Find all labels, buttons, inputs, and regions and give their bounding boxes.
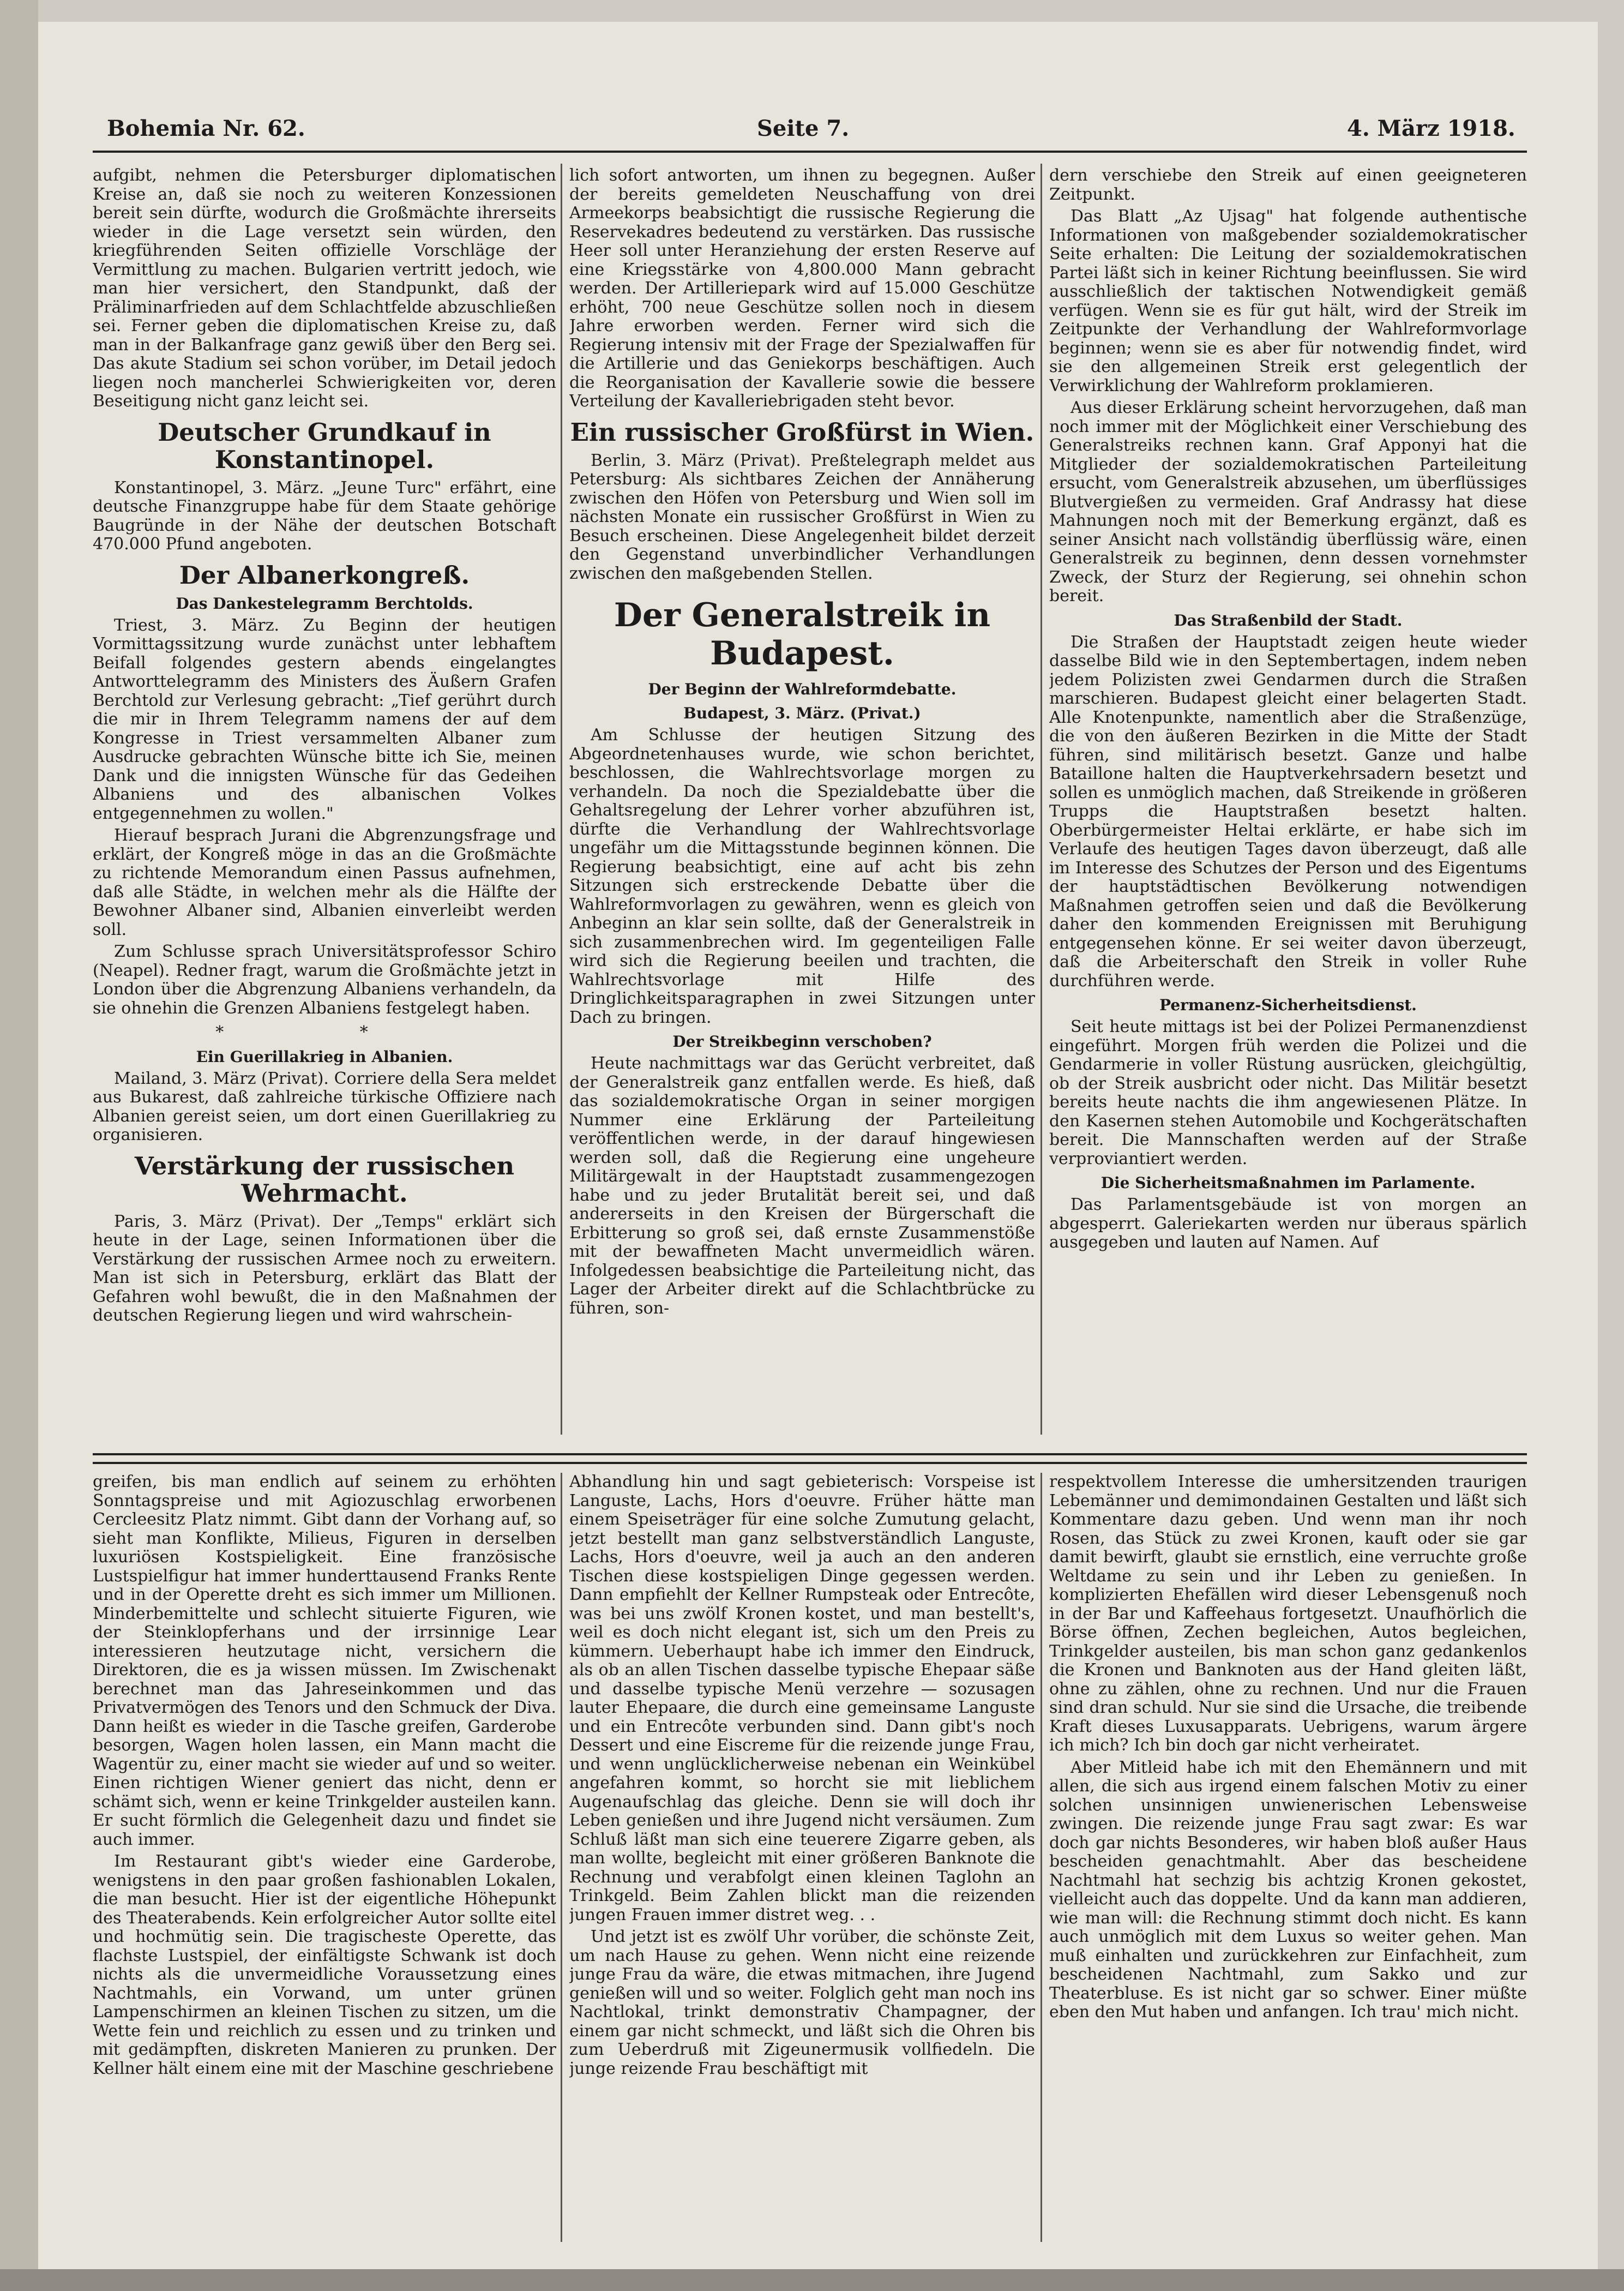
parlament-text: Das Parlamentsgebäude ist von morgen an abgesperrt. Galeriekarten werden nur überaus spärlich ausgegeben und lauten auf Namen. Auf: [1049, 1195, 1527, 1252]
wehrmacht-text: Paris, 3. März (Privat). Der „Temps" erklärt sich heute in der Lage, seinen Informationen über die Verstärkung der russischen Armee noch zu erweitern. Man ist sich in Petersburg, erklärt das Blatt der Gefahren wohl bewußt, die in den Maßnahmen der deutschen Regierung liegen und wird wahrschein-: [93, 1212, 556, 1325]
headline-generalstreik: Der Generalstreik in Budapest.: [613, 596, 991, 673]
grossfuerst-text: Berlin, 3. März (Privat). Preßtelegraph meldet aus Petersburg: Als sichtbares Zeichen der Annäherung zwischen den Höfen von Petersburg und Wien soll im nächsten Monate ein russischer Großfürst in Wien zu Besuch erscheinen. Diese Angelegenheit bildet derzeit den Gegenstand unverbindlicher Verhandlungen zwischen den maßgebenden Stellen.: [569, 451, 1035, 583]
generalstreik-continuation: dern verschiebe den Streik auf einen geeigneteren Zeitpunkt.: [1049, 166, 1527, 204]
balkan-article-continuation: aufgibt, nehmen die Petersburger diplomatischen Kreise an, daß sie noch zu weiteren Konzessionen bereit sein dürfte, wodurch die Großmächte ihrerseits wieder in die Lage versetzt sein würden, den kriegführenden Seiten offizielle Vorschläge der Vermittlung zu machen. Bulgarien vertritt jedoch, wie man hier versichert, den Standpunkt, daß der Präliminarfrieden auf dem Schlachtfelde abzuschließen sei. Ferner geben die diplomatischen Kreise zu, daß man in der Balkanfrage ganz gewiß über den Berg sei. Das akute Stadium sei schon vorüber, im Detail jedoch liegen noch mancherlei Schwierigkeiten vor, deren Beseitigung nicht ganz leicht sei.: [93, 166, 556, 411]
feuilleton-paragraph: Und jetzt ist es zwölf Uhr vorüber, die schönste Zeit, um nach Hause zu gehen. Wenn nicht eine reizende junge Frau da wäre, die etwas mitmachen, ihre Jugend genießen will und so weiter. Folglich geht man noch ins Nachtlokal, trinkt demonstrativ Champagner, der einem gar nicht schmeckt, und läßt sich die Ohren bis zum Ueberdruß mit Zigeunermusik vollfiedeln. Die junge reizende Frau beschäftigt mit: [569, 1927, 1035, 2078]
subheadline-parlament: Die Sicherheitsmaßnahmen im Parlamente.: [1100, 1174, 1476, 1192]
guerilla-text: Mailand, 3. März (Privat). Corriere della Sera meldet aus Bukarest, daß zahlreiche türkische Offiziere nach Albanien gereist seien, um dort einen Guerillakrieg zu organisieren.: [93, 1069, 556, 1144]
strassenbild-text: Die Straßen der Hauptstadt zeigen heute wieder dasselbe Bild wie in den Septembertagen, indem neben jedem Polizisten zwei Gendarmen durch die Straßen marschieren. Budapest gleicht einer belagerten Stadt. Alle Knotenpunkte, namentlich aber die Straßenzüge, die von den äußeren Bezirken in die Mitte der Stadt führen, sind militärisch besetzt. Ganze und halbe Bataillone halten die Hauptverkehrsadern besetzt und sollen es unmöglich machen, daß Streikende in größeren Trupps die Hauptstraßen besetzt halten. Oberbürgermeister Heltai erklärte, er habe sich im Verlaufe des heutigen Tages davon überzeugt, daß alle im Interesse des Schutzes der Person und des Eigentums der hauptstädtischen Bevölkerung notwendigen Maßnahmen getroffen seien und daß die Bevölkerung daher den kommenden Ereignissen mit Beruhigung entgegensehen könne. Er sei weiter davon überzeugt, daß die Arbeiterschaft den Streik in voller Ruhe durchführen werde.: [1049, 632, 1527, 991]
feuilleton-text-1a: [93, 1473, 556, 1849]
headline-wehrmacht: Verstärkung der russischen Wehrmacht.: [134, 1151, 515, 1208]
generalstreik-text-2: Heute nachmittags war das Gerücht verbreitet, daß der Generalstreik ganz entfallen werde. Es hieß, daß das sozialdemokratische Organ in seiner morgigen Nummer eine Erklärung der Parteileitung veröffentlichen werde, in der darauf hingewiesen werden soll, daß die Regierung eine ungeheure Militärgewalt in der Hauptstadt zusammengezogen habe und zu jeder Brutalität bereit sei, und daß andererseits in den Kreisen der Bürgerschaft die Erbitterung so groß sei, daß ernste Zusammenstöße mit der bewaffneten Macht unvermeidlich wären. Infolgedessen beabsichtige die Parteileitung nicht, das Lager der Arbeiter direkt auf die Schlachtbrücke zu führen, son-: [569, 1054, 1035, 1318]
feuilleton-part: greifen, bis man endlich auf seinem zu erhöhten Sonntagspreise und mit Agiozuschlag erworbenen Cercleesitz Platz nimmt. Gibt dann der Vorhang auf, so sieht man Konflikte, Milieus, Figuren in derselben luxuriösen Kostspieligkeit. Eine französische Lustspielfigur hat immer hunderttausend Franks Rente und in der Operette dreht es sich immer um Millionen. Minderbemittelte und schlecht situierte Figuren, wie der Steinklopferhans und der irrsinnige Lear interessieren heutzutage nicht, versichern die Direktoren, die es ja wissen müssen. Im Zwischenakt berechnet man das Jahreseinkommen und das Privatvermögen des Tenors und den Schmuck der Diva. Dann heißt es wieder in die Tasche greifen, Garderobe besorgen, Wagen holen lassen, ein Mann macht die Wagentür zu, einer macht sie wieder auf und so weiter. Einen richtigen Wiener geniert das nicht, denn er schämt sich, wenn er keine Trinkgelder austeilen kann. Er sucht förmlich die Gelegenheit dazu und findet sie auch immer.: [93, 1473, 556, 1849]
article-column-3: [1049, 166, 1527, 1432]
feuilleton-divider: [93, 1453, 1527, 1464]
erklaerung-text: Aus dieser Erklärung scheint hervorzugehen, daß man noch immer mit der Möglichkeit einer Verschiebung des Generalstreiks rechnen kann. Graf Apponyi hat die Mitglieder der sozialdemokratischen Parteileitung ersucht, vom Generalstreik abzusehen, um überflüssiges Blutvergießen zu vermeiden. Graf Andrassy hat diese Mahnungen noch mit der Bemerkung ergänzt, daß es seiner Ansicht nach vollständig überflüssig wäre, einen Generalstreik zu beginnen, denn dessen vornehmster Zweck, der Sturz der Regierung, sei ohnehin schon bereit.: [1049, 398, 1527, 605]
column-separator: [1040, 1473, 1042, 2242]
issue-date: 4. März 1918.: [1347, 116, 1515, 141]
headline-grossfuerst: Ein russischer Großfürst in Wien.: [570, 417, 1034, 447]
headline-albanerkongress: Der Albanerkongreß.: [179, 560, 470, 590]
feuilleton-column-3: [1049, 1473, 1527, 2247]
albaner-text-1: Triest, 3. März. Zu Beginn der heutigen Vormittagssitzung wurde zunächst unter lebhaftem Beifall folgendes gestern abends eingelangtes Antworttelegramm des Ministers des Äußern Grafen Berchtold zur Verlesung gebracht: „Tief gerührt durch die mir in Ihrem Telegramm namens der auf dem Kongresse in Triest versammelten Albaner zum Ausdrucke gebrachten Wünsche bitte ich Sie, meinen Dank und die innigsten Wünsche für das Gedeihen Albaniens und des albanischen Volkes entgegennehmen zu wollen.": [93, 615, 556, 823]
section-stars: * *: [215, 1023, 434, 1042]
scan-margin: [0, 0, 38, 2291]
column-separator: [561, 164, 562, 1435]
az-ujsag-text: Das Blatt „Az Ujsag" hat folgende authentische Informationen von maßgebender sozialdemokratischer Seite erhalten: Die Leitung der sozialdemokratischen Partei läßt sich in keiner Richtung beeinflussen. Sie wird ausschließlich der taktischen Notwendigkeit gemäß verfügen. Wenn sie es für gut hält, wird der Streik im Zeitpunkte der Verhandlung der Wahlreformvorlage beginnen; wenn sie es aber für notwendig findet, wird sie den allgemeinen Streik erst gelegentlich der Verwirklichung der Wahlreform proklamieren.: [1049, 207, 1527, 395]
feuilleton-text-3a: [1049, 1473, 1527, 1755]
generalstreik-text-1: Am Schlusse der heutigen Sitzung des Abgeordnetenhauses wurde, wie schon berichtet, beschlossen, die Wahlrechtsvorlage morgen zu verhandeln. Da noch die Spezialdebatte über die Gehaltsregelung der Lehrer vorher abzuführen ist, dürfte die Verhandlung der Wahlrechtsvorlage ungefähr um die Mittagsstunde beginnen können. Die Regierung beabsichtigt, eine auf acht bis zehn Sitzungen sich erstreckende Debatte über die Wahlreformvorlagen zu gewähren, wenn es gleich von Anbeginn an klar sein sollte, daß der Generalstreik in sich zusammenbrechen wird. Im gegenteiligen Falle wird sich die Regierung beeilen und trachten, die Wahlrechtsvorlage mit Hilfe des Dringlichkeitsparagraphen in zwei Sitzungen unter Dach zu bringen.: [569, 725, 1035, 1027]
subheadline-strassenbild: Das Straßenbild der Stadt.: [1174, 611, 1403, 629]
feuilleton-paragraph: Im Restaurant gibt's wieder eine Garderobe, wenigstens in den paar großen fashionablen Lokalen, die man besucht. Hier ist der eigentliche Höhepunkt des Theaterabends. Kein erfolgreicher Autor sollte eitel und hochmütig sein. Die tragischeste Operette, das flachste Lustspiel, der einfältigste Schwank ist doch nichts als die unvermeidliche Voraussetzung eines Nachtmahls, ein Vorwand, um unter grünen Lampenschirmen an kleinen Tischen zu sitzen, um die Wette fein und reichlich zu essen und zu trinken und mit gedämpften, diskreten Manieren zu prunken. Der Kellner hält einem eine mit der Maschine geschriebene: [93, 1852, 556, 2078]
feuilleton-part: respektvollem Interesse die umhersitzenden traurigen Lebemänner und demimondainen Gestalten und läßt sich Kommentare dazu geben. Und wenn man ihr noch Rosen, das Stück zu zwei Kronen, kauft oder sie gar damit bewirft, glaubt sie ernstlich, eine verruchte große Weltdame zu sein und ihr Leben zu genießen. In komplizierten Ehefällen wird dieser Lebensgenuß noch in der Bar und Kaffeehaus fortgesetzt. Unaufhörlich die Börse öffnen, Zechen begleichen, Autos begleichen, Trinkgelder austeilen, bis man schon ganz gedankenlos die Kronen und Banknoten aus der Hand gleiten läßt, ohne zu zählen, ohne zu rechnen. Und nur die Frauen sind dran schuld. Nur sie sind die Ursache, die treibende Kraft dieses Luxusapparats. Uebrigens, warum ärgere ich mich? Ich bin doch gar nicht verheiratet.: [1049, 1473, 1527, 1755]
generalstreik-dateline: Budapest, 3. März. (Privat.): [683, 704, 921, 722]
article-column-2: [569, 166, 1035, 1432]
albaner-text-2: Hierauf besprach Jurani die Abgrenzungsfrage und erklärt, der Kongreß möge in das an die Großmächte zu richtende Memorandum einen Passus aufnehmen, daß alle Städte, in welchen mehr als die Hälfte der Bewohner Albaner sind, Albanien einverleibt werden soll.: [93, 826, 556, 939]
feuilleton-column-2: [569, 1473, 1035, 2247]
subheadline-streikbeginn: Der Streikbeginn verschoben?: [672, 1033, 932, 1051]
subheadline-dankestelegramm: Das Dankestelegramm Berchtolds.: [176, 594, 473, 613]
page-number: Seite 7.: [757, 116, 850, 141]
feuilleton-part: Abhandlung hin und sagt gebieterisch: Vorspeise ist Languste, Lachs, Hors d'oeuvre. Früher hätte man einem Speiseträger für eine solche Zumutung gelacht, jetzt bestellt man ganz selbstverständlich Languste, Lachs, Hors d'oeuvre, weil ja auch an den anderen Tischen diese kostspieligen Dinge gegessen werden. Dann empfiehlt der Kellner Rumpsteak oder Entrecôte, was bei uns zwölf Kronen kostet, und man bestellt's, weil es doch nicht elegant ist, sich um den Preis zu kümmern. Ueberhaupt habe ich immer den Eindruck, als ob an allen Tischen dasselbe typische Ehepaar säße und dasselbe typische Menü verzehre — sozusagen lauter Ehepaare, die durch eine gemeinsame Languste und ein Entrecôte verbunden sind. Dann gibt's noch Dessert und eine Eiscreme für die reizende junge Frau, und wenn unglücklicherweise nebenan ein Weinkübel angefahren kommt, so horcht sie mit lieblichem Augenaufschlag das gleiche. Denn sie will doch ihr Leben genießen und ihre Jugend nicht versäumen. Zum Schluß läßt man sich eine teuerere Zigarre geben, als man wollte, begleicht mit einer größeren Banknote die Rechnung und verabfolgt einen kleinen Taglohn an Trinkgeld. Beim Zahlen blickt man die reizenden jungen Frauen immer distret weg. . .: [569, 1473, 1035, 1924]
permanenz-text: Seit heute mittags ist bei der Polizei Permanenzdienst eingeführt. Morgen früh werden die Polizei und die Gendarmerie in voller Rüstung ausrücken, gleichgültig, ob der Streik ausbricht oder nicht. Das Militär besetzt bereits heute nachts die ihm angewiesenen Plätze. In den Kasernen stehen Automobile und Kochgerätschaften bereit. Die Mannschaften werden auf der Straße verproviantiert werden.: [1049, 1017, 1527, 1168]
scan-bottom-edge: [0, 2269, 1624, 2291]
article-column-1: [93, 166, 556, 1432]
subheadline-permanenz: Permanenz-Sicherheitsdienst.: [1159, 996, 1417, 1014]
column-separator: [1040, 164, 1042, 1435]
feuilleton-paragraph: Aber Mitleid habe ich mit den Ehemännern und mit allen, die sich aus irgend einem falschen Motiv zu einer solchen unsinnigen unwienerischen Lebensweise zwingen. Die reizende junge Frau sagt zwar: Es war doch gar nichts Besonderes, wir haben bloß außer Haus bescheiden genachtmahlt. Aber das bescheidene Nachtmahl hat sechzig bis achtzig Kronen gekostet, vielleicht auch das doppelte. Und da kann man addieren, wie man will: die Rechnung stimmt doch nicht. Es kann auch unmöglich mit dem Luxus so weiter gehen. Man muß einhalten und zurückkehren zur Einfachheit, zum bescheidenen Nachtmahl, zum Sakko und zur Theaterbluse. Es ist nicht gar so schwer. Einer müßte eben den Mut haben und anfangen. Ich trau' mich nicht.: [1049, 1758, 1527, 2022]
feuilleton-text-2a: [569, 1473, 1035, 1924]
subheadline-wahlreformdebatte: Der Beginn der Wahlreformdebatte.: [648, 680, 957, 698]
header-rule: [93, 151, 1527, 153]
grundkauf-text: Konstantinopel, 3. März. „Jeune Turc" erfährt, eine deutsche Finanzgruppe habe für dem Staate gehörige Baugründe in der Nähe der deutschen Botschaft 470.000 Pfund angeboten.: [93, 478, 556, 554]
headline-grundkauf: Deutscher Grundkauf in Konstantinopel.: [158, 417, 491, 474]
albaner-text-3: Zum Schlusse sprach Universitätsprofessor Schiro (Neapel). Redner fragt, warum die Großmächte jetzt in London über die Abgrenzung Albaniens verhandeln, da sie ohnehin die Grenzen Albaniens festgelegt haben.: [93, 942, 556, 1018]
feuilleton-column-1: [93, 1473, 556, 2247]
wehrmacht-continuation: lich sofort antworten, um ihnen zu begegnen. Außer der bereits gemeldeten Neuschaffung von drei Armeekorps beabsichtigt die russische Regierung die Reservekadres bedeutend zu verstärken. Das russische Heer soll unter Heranziehung der ersten Reserve auf eine Kriegsstärke von 4,800.000 Mann gebracht werden. Der Artilleriepark wird auf 15.000 Geschütze erhöht, 700 neue Geschütze sollen noch in diesem Jahre erworben werden. Ferner wird sich die Regierung intensiv mit der Frage der Spezialwaffen für die Artillerie und das Geniekorps beschäftigen. Auch die Reorganisation der Kavallerie sowie die bessere Verteilung der Kavalleriebrigaden steht bevor.: [569, 166, 1035, 411]
masthead-issue: Bohemia Nr. 62.: [107, 116, 305, 141]
column-separator: [561, 1473, 562, 2242]
headline-guerillakrieg: Ein Guerillakrieg in Albanien.: [196, 1047, 453, 1066]
